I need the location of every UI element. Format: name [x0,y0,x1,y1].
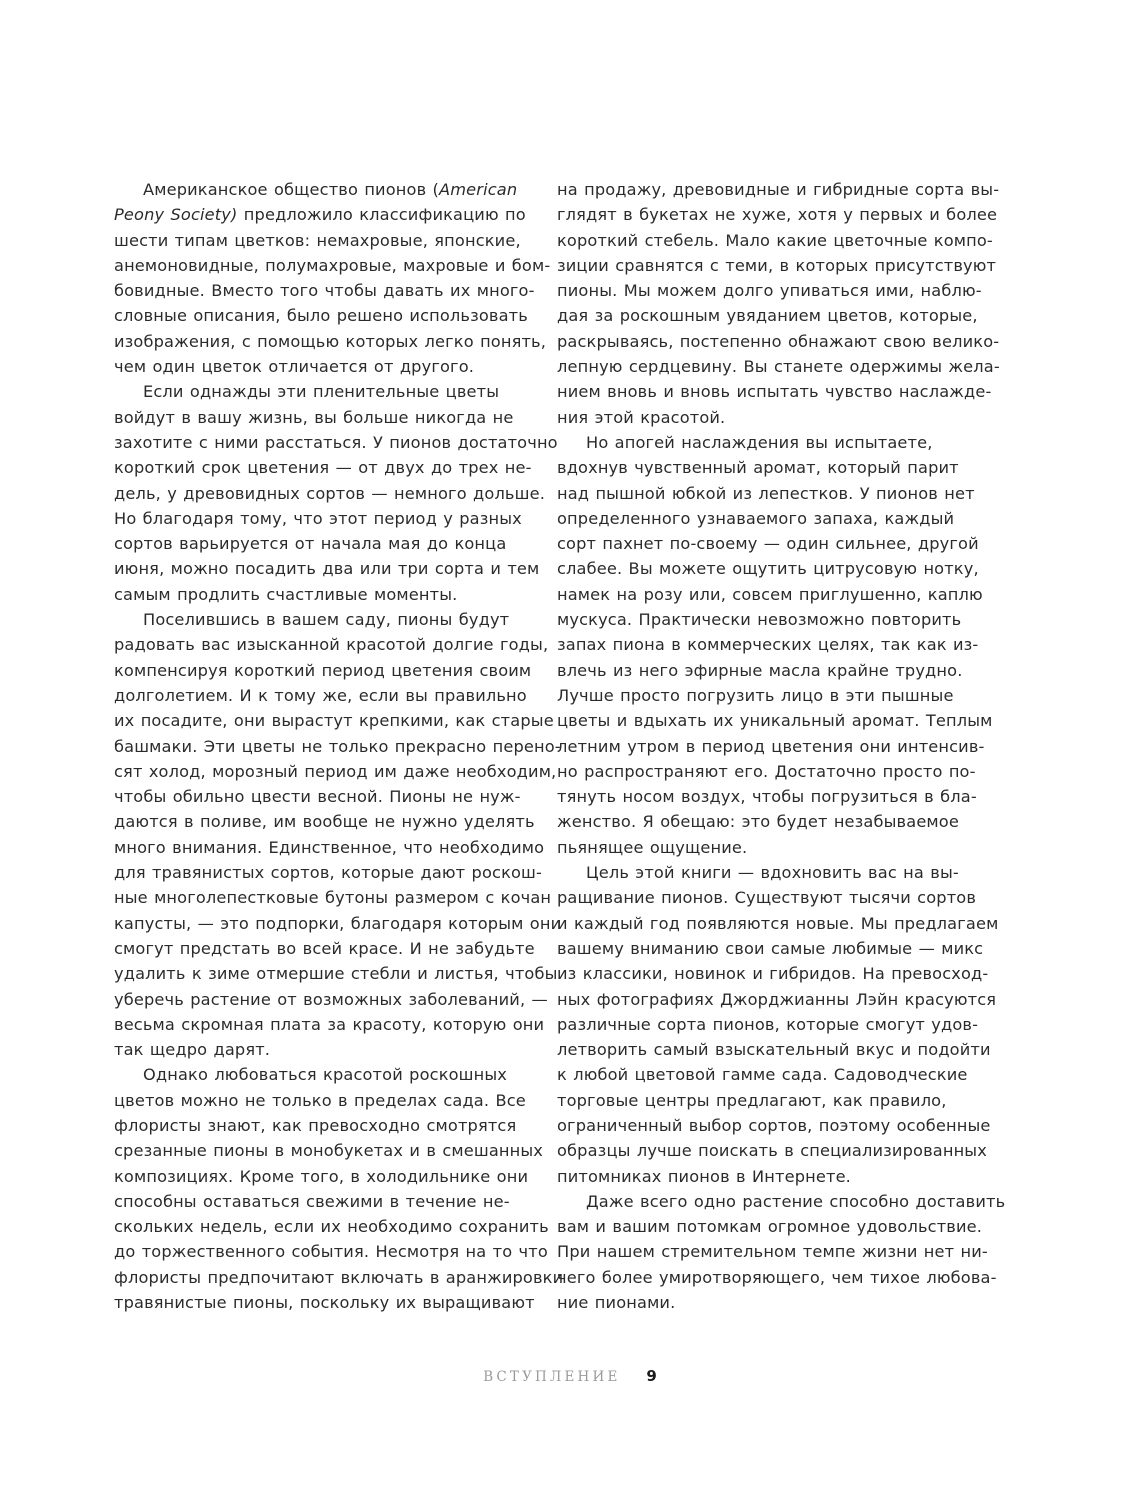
text-span: цветов можно не только в пределах сада. Все [114,1090,526,1110]
text-line [114,784,534,809]
text-line [114,556,540,581]
text-line [557,708,993,733]
text-line [114,405,534,430]
text-line [557,1062,977,1087]
text-span: ние пионами. [557,1293,676,1313]
text-span: Поселившись в вашем саду, пионы будут [143,610,510,630]
left-text-column [114,177,564,1315]
text-span: вашему вниманию свои самые любимые — микс [557,938,984,958]
text-span: радовать вас изысканной красотой долгие годы, [114,635,549,655]
text-span: Если однажды эти пленительные цветы [143,382,500,402]
text-line [557,531,977,556]
page-number: 9 [646,1367,657,1385]
text-line [114,734,561,759]
text-line [557,784,977,809]
text-span: питомниках пионов в Интернете. [557,1166,851,1186]
text-line [557,835,977,860]
text-line [114,354,534,379]
text-span: летворить самый взыскательный вкус и подойти [557,1040,991,1060]
text-span: до торжественного события. Несмотря на то что [114,1242,548,1262]
text-span: долголетием. И к тому же, если вы правильно [114,685,527,705]
text-line [114,1012,545,1037]
text-span: мускуса. Практически невозможно повторить [557,610,962,630]
text-span: чем один цветок отличается от другого. [114,357,475,377]
text-span: женство. Я обещаю: это будет незабываемое [557,812,959,832]
text-span: лепную сердцевину. Вы станете одержимы жела- [557,357,1000,377]
text-line [114,379,534,404]
text-span: захотите с ними расстаться. У пионов достаточно [114,432,558,452]
text-line [557,303,977,328]
text-line [114,1138,544,1163]
text-span: башмаки. Эти цветы не только прекрасно перено- [114,736,561,756]
text-line [114,506,534,531]
text-line [557,1138,987,1163]
text-line [114,202,534,227]
text-span: цветы и вдыхать их уникальный аромат. Теплым [557,711,993,731]
text-span: слабее. Вы можете ощутить цитрусовую нотку, [557,559,979,579]
text-span: пьянящее ощущение. [557,837,748,857]
text-line [557,961,989,986]
text-span: дель, у древовидных сортов — немного дольше. [114,483,545,503]
text-span: вам и вашим потомкам огромное удовольствие. [557,1217,983,1237]
text-span: Американское общество пионов ( [143,180,440,199]
text-line [557,556,977,581]
text-span: июня, можно посадить два или три сорта и тем [114,559,540,579]
text-span: Но благодаря тому, что этот период у разных [114,508,522,528]
text-line [114,961,558,986]
text-line [557,228,993,253]
text-line [114,303,534,328]
text-line [114,936,534,961]
text-span: для травянистых сортов, которые дают роскош- [114,863,543,883]
text-line [557,481,977,506]
text-span: войдут в вашу жизнь, вы больше никогда не [114,407,514,427]
text-line [557,683,977,708]
text-span: словные описания, было решено использовать [114,306,528,326]
text-line [114,1037,534,1062]
text-line [114,885,552,910]
text-line [557,632,977,657]
text-line [114,809,534,834]
text-span: нием вновь и вновь испытать чувство наслажде- [557,382,992,402]
text-line [114,455,534,480]
text-line [114,759,557,784]
text-line [557,177,1000,202]
text-span: срезанные пионы в монобукетах и в смешанных [114,1141,544,1161]
page-footer [0,1367,1140,1386]
text-span: на продажу, древовидные и гибридные сорта вы- [557,180,1000,199]
text-line [557,911,999,936]
text-line [114,582,534,607]
text-line [557,1088,977,1113]
text-line [557,278,982,303]
text-span: различные сорта пионов, которые смогут удов- [557,1014,979,1034]
text-span: влечь из него эфирные масла крайне трудно. [557,660,963,680]
text-span: компенсируя короткий период цветения своим [114,660,532,680]
text-span: изображения, с помощью которых легко понять, [114,331,547,351]
right-text-column [557,177,1006,1315]
text-line [114,1265,564,1290]
text-line [557,1113,991,1138]
text-span: Однако любоваться красотой роскошных [143,1065,508,1085]
text-line [557,405,977,430]
text-line [557,936,984,961]
text-span: травянистые пионы, поскольку их выращивают [114,1293,535,1313]
text-span: летним утром в период цветения они интенсив- [557,736,985,756]
text-line [114,253,551,278]
text-span: дая за роскошным увяданием цветов, которые, [557,306,978,326]
text-span: тянуть носом воздух, чтобы погрузиться в бла- [557,787,977,807]
text-span: Но апогей наслаждения вы испытаете, [586,432,933,452]
text-span: шести типам цветков: немахровые, японские, [114,230,521,250]
text-span: предложило классификацию по [237,205,526,225]
text-line [114,632,549,657]
text-line [557,759,977,784]
text-span: вдохнув чувственный аромат, который парит [557,458,959,478]
text-line [114,860,543,885]
text-line [557,379,992,404]
text-span: их посадите, они вырастут крепкими, как старые [114,711,554,731]
text-line [114,1088,534,1113]
text-line [114,1164,534,1189]
text-line [557,1239,988,1264]
text-line [557,1214,983,1239]
text-line [114,228,534,253]
text-span: и каждый год появляются новые. Мы предлагаем [557,913,999,933]
text-span: скольких недель, если их необходимо сохранить [114,1217,549,1237]
text-span: уберечь растение от возможных заболеваний, — [114,989,548,1009]
text-line [557,987,997,1012]
text-span: сят холод, морозный период им даже необходим, [114,761,557,781]
text-span: много внимания. Единственное, что необходимо [114,837,545,857]
text-span: короткий срок цветения — от двух до трех не- [114,458,532,478]
text-span: короткий стебель. Мало какие цветочные компо- [557,230,993,250]
text-line [114,329,547,354]
text-span: торговые центры предлагают, как правило, [557,1090,947,1110]
text-span: смогут предстать во всей красе. И не забудьте [114,938,535,958]
text-span: чтобы обильно цвести весной. Пионы не нуж- [114,787,521,807]
text-span: флористы знают, как превосходно смотрятся [114,1115,517,1135]
text-line [114,481,545,506]
text-span: композициях. Кроме того, в холодильнике они [114,1166,529,1186]
text-line [114,1290,534,1315]
text-line [114,835,545,860]
text-span: зиции сравнятся с теми, в которых присутствуют [557,255,997,275]
text-span: над пышной юбкой из лепестков. У пионов нет [557,483,975,503]
text-line [557,885,977,910]
text-span: ращивание пионов. Существуют тысячи сортов [557,888,977,908]
text-span: из классики, новинок и гибридов. На превосход- [557,964,989,984]
text-line [557,582,983,607]
text-span: флористы предпочитают включать в аранжировки [114,1267,564,1287]
text-span: ные многолепестковые бутоны размером с кочан [114,888,552,908]
text-line [557,658,977,683]
text-span: ных фотографиях Джорджианны Лэйн красуются [557,989,997,1009]
text-span: к любой цветовой гамме сада. Садоводческие [557,1065,968,1085]
text-span: пионы. Мы можем долго упиваться ими, наблю- [557,281,982,301]
text-span: образцы лучше поискать в специализированных [557,1141,987,1161]
text-line [114,987,548,1012]
text-span: даются в поливе, им вообще не нужно уделять [114,812,535,832]
text-line [557,1189,1006,1214]
text-span: весьма скромная плата за красоту, которую они [114,1014,545,1034]
text-line [114,911,562,936]
text-line [114,1189,534,1214]
text-span: раскрываясь, постепенно обнажают свою велико- [557,331,1000,351]
text-span: намек на розу или, совсем приглушенно, каплю [557,584,983,604]
text-line [114,1239,548,1264]
text-span: определенного узнаваемого запаха, каждый [557,508,955,528]
text-line [557,430,977,455]
text-span: глядят в букетах не хуже, хотя у первых и более [557,205,998,225]
text-line [557,329,1000,354]
text-line [557,860,977,885]
text-span: ограниченный выбор сортов, поэтому особенные [557,1115,991,1135]
text-line [557,253,997,278]
text-line [114,1062,534,1087]
italic-text-span: Peony Society) [114,205,238,225]
text-line [114,607,534,632]
running-footer-section-title: ВСТУПЛЕНИЕ [483,1369,621,1385]
text-span: способны оставаться свежими в течение не- [114,1191,510,1211]
text-span: так щедро дарят. [114,1040,271,1060]
text-line [557,1164,977,1189]
text-line [114,430,558,455]
text-span: удалить к зиме отмершие стебли и листья, чтобы [114,964,558,984]
text-span: Даже всего одно растение способно доставить [586,1191,1006,1211]
text-line [114,1113,534,1138]
text-line [557,202,998,227]
text-line [557,809,977,834]
text-span: но распространяют его. Достаточно просто по- [557,761,976,781]
text-line [114,658,534,683]
text-line [114,708,554,733]
text-span: Лучше просто погрузить лицо в эти пышные [557,685,954,705]
text-span: запах пиона в коммерческих целях, так как из- [557,635,979,655]
text-span: сорт пахнет по-своему — один сильнее, другой [557,534,979,554]
text-span: самым продлить счастливые моменты. [114,584,458,604]
text-span: Цель этой книги — вдохновить вас на вы- [586,863,959,883]
text-line [114,531,534,556]
text-line [557,1037,991,1062]
text-line [557,455,977,480]
text-span: ния этой красотой. [557,407,726,427]
text-line [114,177,534,202]
text-line [557,506,977,531]
text-line [114,1214,549,1239]
text-span: капусты, — это подпорки, благодаря которым они [114,913,562,933]
text-span: бовидные. Вместо того чтобы давать их много- [114,281,535,301]
text-line [557,1265,997,1290]
text-span: сортов варьируется от начала мая до конца [114,534,507,554]
text-span: При нашем стремительном темпе жизни нет ни- [557,1242,988,1262]
text-span: чего более умиротворяющего, чем тихое любова- [557,1267,997,1287]
text-line [557,1290,977,1315]
text-line [557,354,1000,379]
text-line [557,1012,977,1037]
text-line [557,607,977,632]
text-line [114,278,534,303]
text-span: анемоновидные, полумахровые, махровые и бом- [114,255,551,275]
italic-text-span: American [439,180,518,199]
text-line [557,734,985,759]
text-line [114,683,534,708]
